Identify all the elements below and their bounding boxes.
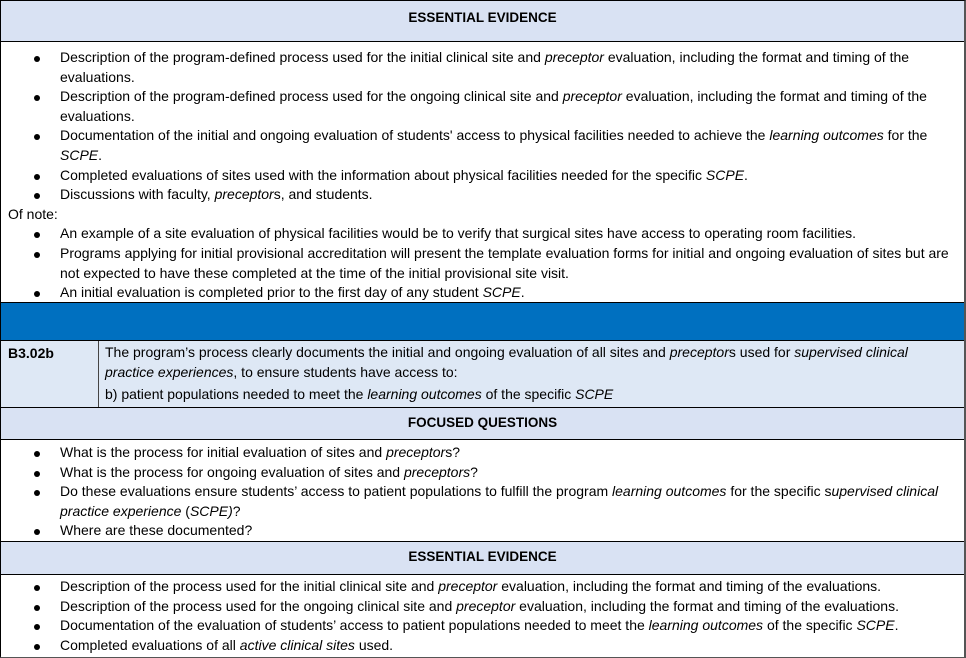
emphasis-text: upervised clinical practice experience [60,483,939,519]
essential-evidence-title: ESSENTIAL EVIDENCE [408,10,557,25]
bullet-icon [34,232,40,238]
bullet-icon [34,529,40,535]
list-item [1,443,964,463]
list-item [1,463,964,483]
bullet-icon [34,134,40,140]
bullet-icon [34,624,40,630]
focused-questions-body [1,440,964,542]
essential-evidence-list [1,48,964,205]
emphasis-text: preceptor [386,444,446,460]
emphasis-text: preceptor [456,597,516,614]
list-item [1,126,964,165]
list-item [1,482,964,521]
standard-description: The program’s process clearly documents the initial and ongoing evaluation of all sites and preceptors used for supervised clinical practice experiences, to ensure students have access to: [105,344,908,380]
list-item [1,616,964,636]
list-item-text: An example of a site evaluation of physical facilities would be to verify that surgical sites have access to operating room facilities. [60,225,857,242]
essential-evidence-body [1,42,964,303]
essential-evidence-header-2 [1,542,964,575]
bullet-icon [34,605,40,611]
emphasis-text: learning outcomes [367,386,482,403]
emphasis-text: learning outcomes [648,617,764,634]
standard-code: B3.02b [8,345,54,361]
focused-questions-list [1,443,964,541]
essential-evidence-body-2 [1,575,964,657]
list-item-text: What is the process for ongoing evaluation of sites and preceptors? [60,463,478,480]
emphasis-text: preceptor [214,186,274,203]
emphasis-text: SCPE [856,617,895,634]
emphasis-text: SCPE [60,146,99,163]
bullet-icon [34,490,40,496]
bullet-icon [34,252,40,258]
bullet-icon [34,95,40,101]
emphasis-text: SCPE [575,386,614,403]
list-item-text: What is the process for initial evaluation of sites and preceptors? [60,444,461,460]
emphasis-text: preceptor [669,344,729,360]
list-item [1,636,964,656]
list-item [1,244,964,283]
essential-evidence-list-2 [1,577,964,655]
essential-evidence-title-2: ESSENTIAL EVIDENCE [408,549,557,564]
column-divider [98,341,99,407]
bullet-icon [34,193,40,199]
standard-row [1,341,964,408]
emphasis-text: active clinical sites [239,636,355,653]
standard-text [105,343,956,405]
emphasis-text: learning outcomes [612,483,727,500]
list-item-text: Completed evaluations of sites used with the information about physical facilities needed for the specific SCPE. [60,166,748,183]
bullet-icon [34,56,40,62]
emphasis-text: SCPE [482,284,521,301]
emphasis-text: preceptor [562,88,622,105]
list-item-text: Description of the process used for the initial clinical site and preceptor evaluation, including the format and timing of the evaluations. [60,578,882,594]
list-item-text: Where are these documented? [60,522,253,539]
list-item [1,87,964,126]
focused-questions-header [1,408,964,440]
list-item-text: Description of the program-defined process used for the initial clinical site and preceptor evaluation, including the format and timing of the evaluations. [60,49,910,85]
list-item [1,166,964,186]
bullet-icon [34,585,40,591]
list-item-text: Completed evaluations of all active clinical sites used. [60,636,394,653]
list-item-text: An initial evaluation is completed prior to the first day of any student SCPE. [60,284,525,301]
list-item [1,283,964,303]
essential-evidence-header [1,1,964,42]
list-item [1,577,964,597]
of-note-label: Of note: [8,205,58,222]
list-item [1,185,964,205]
focused-questions-title: FOCUSED QUESTIONS [407,415,558,430]
emphasis-text: supervised clinical practice experiences [105,344,908,380]
list-item [1,521,964,541]
bullet-icon [34,644,40,650]
bullet-icon [34,291,40,297]
emphasis-text: SCPE [705,166,745,183]
standard-subitem: b) patient populations needed to meet the learning outcomes of the specific SCPE [105,386,614,403]
list-item-text: Programs applying for initial provisional accreditation will present the template evaluation forms for initial and ongoing evaluation of sites but are not expected to have these completed at the time of the initial provisional site visit. [60,244,949,281]
list-item-text: Documentation of the evaluation of students’ access to patient populations needed to meet the learning outcomes of the specific SCPE. [60,617,899,634]
emphasis-text: SCPE) [189,502,233,519]
emphasis-text: learning outcomes [769,127,884,144]
list-item [1,48,964,87]
section-divider-band [1,303,964,341]
of-note-list [1,224,964,302]
list-item-text: Do these evaluations ensure students’ access to patient populations to fulfill the program learning outcomes for the specific supervised clinical practice experience (SCPE)? [60,483,939,519]
bullet-icon [34,451,40,457]
list-item-text: Documentation of the initial and ongoing evaluation of students' access to physical facilities needed to achieve the learning outcomes for the SCPE. [60,127,928,163]
list-item-text: Discussions with faculty, preceptors, and students. [60,186,373,203]
emphasis-text: preceptors [403,463,471,480]
list-item [1,224,964,244]
list-item-text: Description of the program-defined process used for the ongoing clinical site and preceptor evaluation, including the format and timing of the evaluations. [60,88,927,124]
emphasis-text: preceptor [438,578,498,594]
bullet-icon [34,174,40,180]
list-item-text: Description of the process used for the ongoing clinical site and preceptor evaluation, including the format and timing of the evaluations. [60,597,899,614]
list-item [1,597,964,617]
emphasis-text: preceptor [544,49,604,65]
bullet-icon [34,471,40,477]
